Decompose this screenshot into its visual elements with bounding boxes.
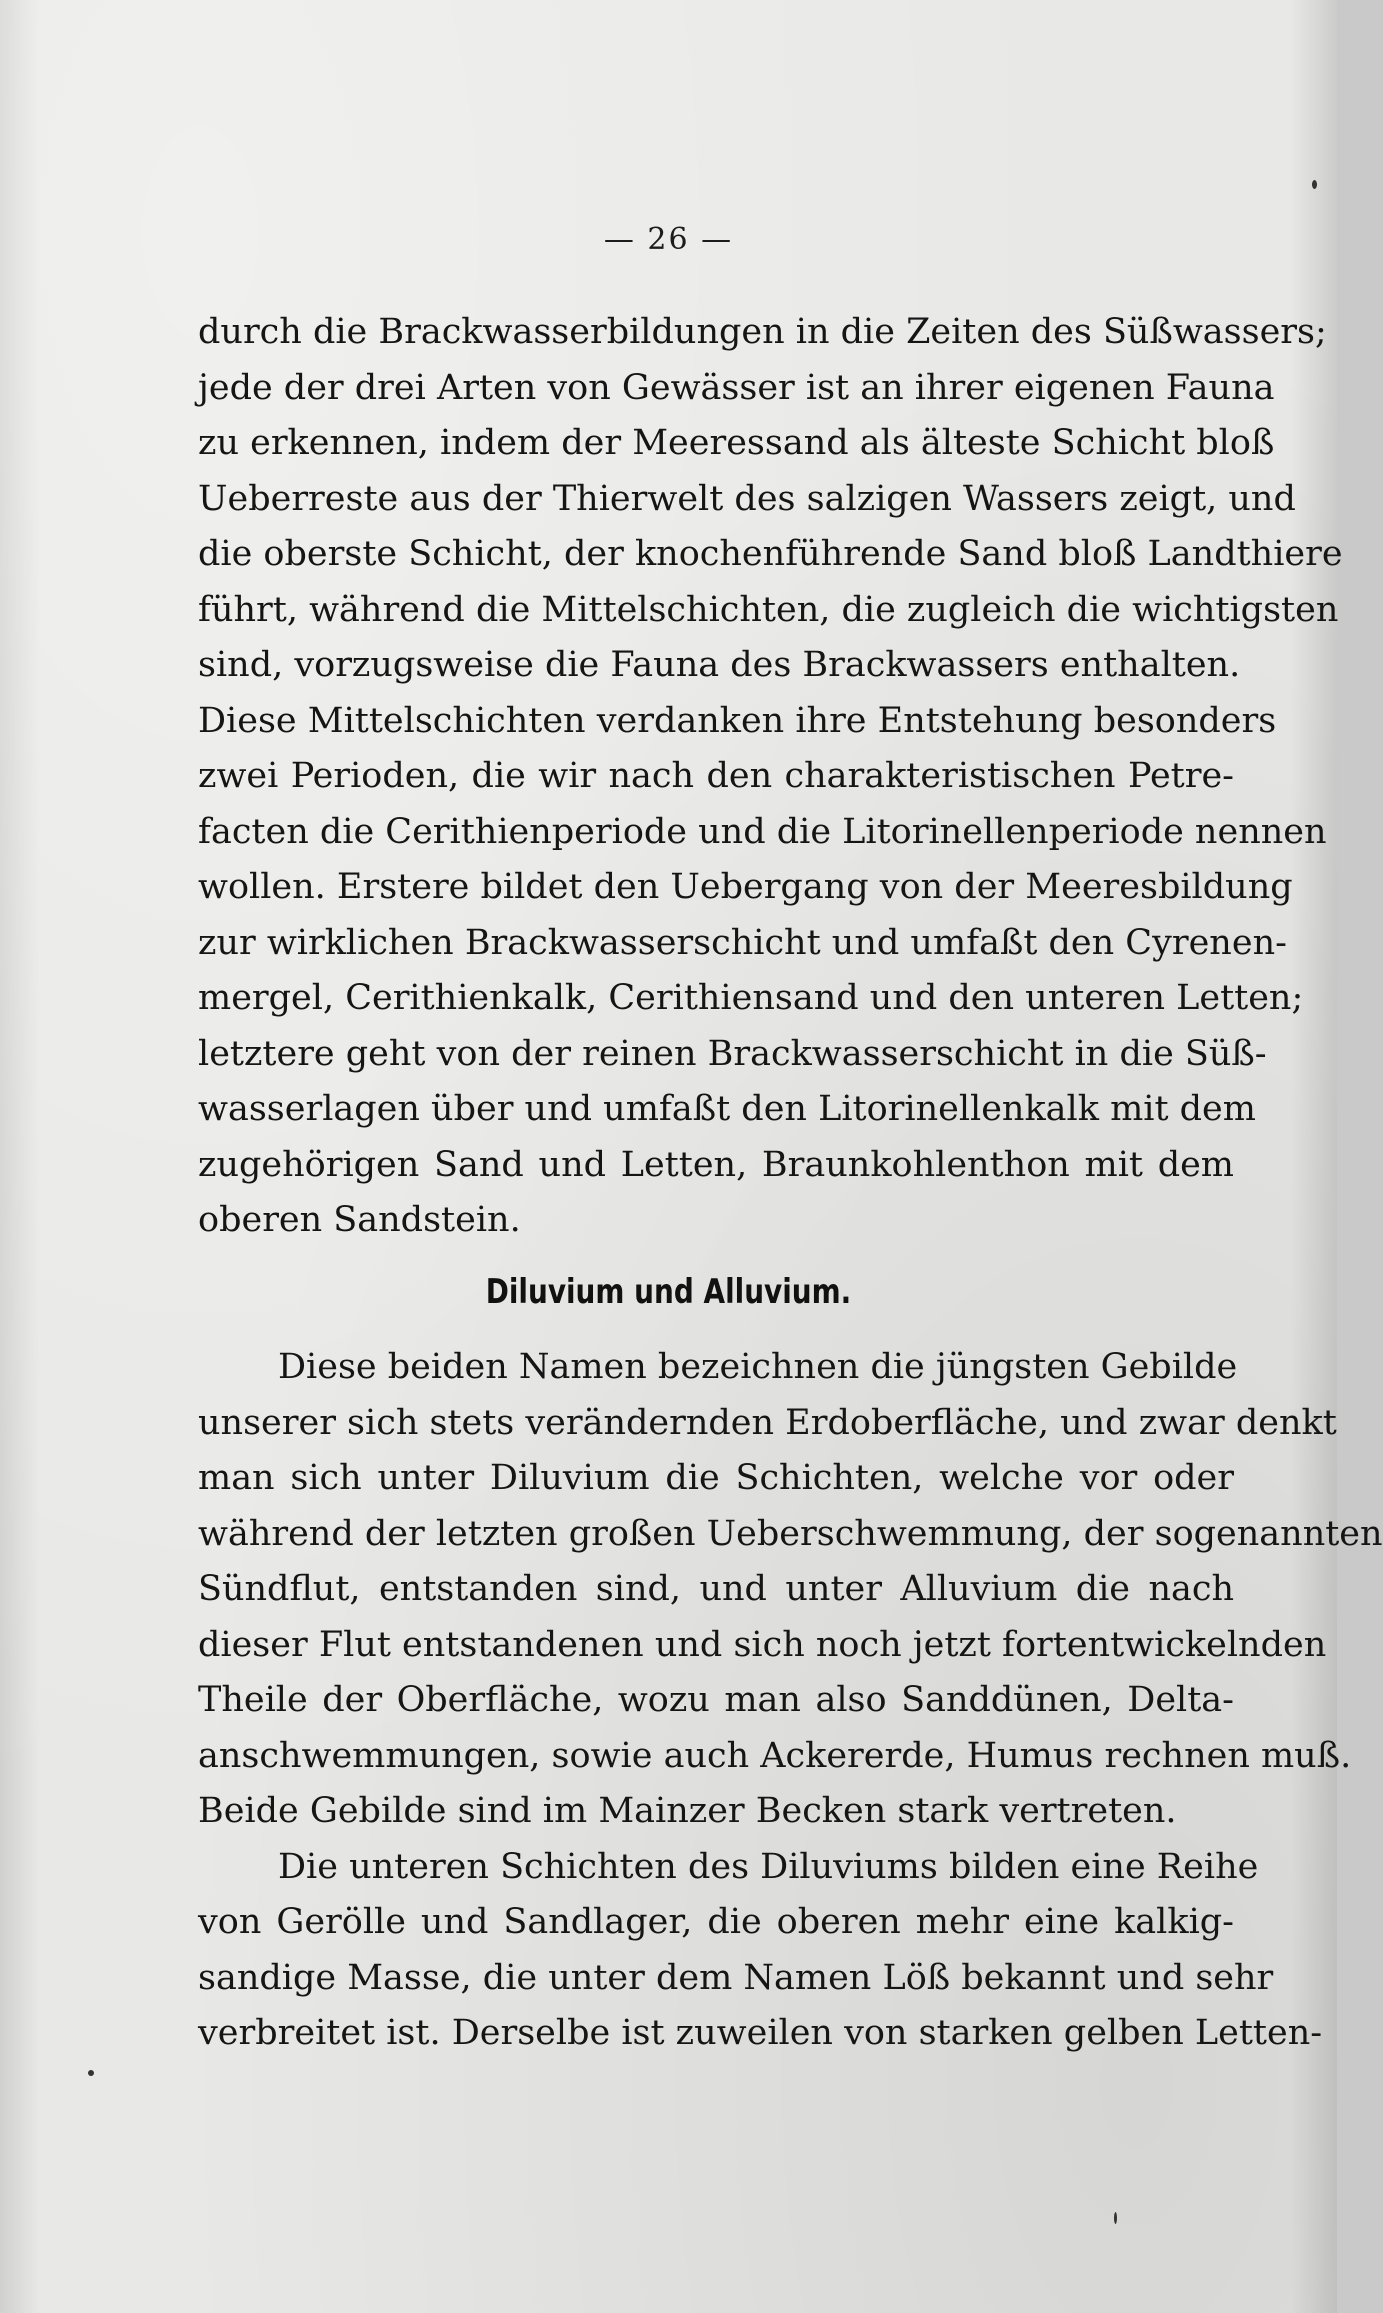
text-line: facten die Cerithienperiode und die Litorinellenperiode nennen <box>198 811 1327 852</box>
page-number: — 26 — <box>603 222 734 257</box>
text-line: letztere geht von der reinen Brackwasserschicht in die Süß- <box>198 1033 1267 1074</box>
text-line: unserer sich stets verändernden Erdoberfläche, und zwar denkt <box>198 1402 1337 1443</box>
text-line: mergel, Cerithienkalk, Cerithiensand und den unteren Letten; <box>198 978 1304 1018</box>
text-line: von Gerölle und Sandlager, die oberen mehr eine kalkig- <box>198 1902 1234 1942</box>
paper-speck <box>1114 2212 1117 2224</box>
text-line: oberen Sandstein. <box>198 1200 521 1240</box>
text-line: Die unteren Schichten des Diluviums bilden eine Reihe <box>278 1846 1259 1887</box>
paragraph-continued <box>198 305 1343 1249</box>
text-line: wollen. Erstere bildet den Uebergang von der Meeresbildung <box>198 867 1293 907</box>
text-line: Theile der Oberfläche, wozu man also Sanddünen, Delta- <box>198 1680 1234 1720</box>
section-heading: Diluvium und Alluvium. <box>485 1272 852 1312</box>
text-line: Diese beiden Namen bezeichnen die jüngsten Gebilde <box>278 1347 1238 1387</box>
text-line: Beide Gebilde sind im Mainzer Becken stark vertreten. <box>198 1791 1177 1831</box>
text-line: sandige Masse, die unter dem Namen Löß bekannt und sehr <box>198 1957 1274 1998</box>
text-line: wasserlagen über und umfaßt den Litorinellenkalk mit dem <box>198 1089 1256 1129</box>
text-line: verbreitet ist. Derselbe ist zuweilen von starken gelben Letten- <box>198 2013 1323 2053</box>
text-line: während der letzten großen Ueberschwemmung, der sogenannten <box>198 1513 1383 1554</box>
text-line: durch die Brackwasserbildungen in die Zeiten des Süßwassers; <box>198 312 1327 352</box>
text-line: sind, vorzugsweise die Fauna des Brackwassers enthalten. <box>198 645 1241 685</box>
text-line: man sich unter Diluvium die Schichten, welche vor oder <box>198 1458 1234 1498</box>
paper-speck <box>1312 180 1317 189</box>
section-body <box>198 1340 1383 2062</box>
text-line: zu erkennen, indem der Meeressand als älteste Schicht bloß <box>198 423 1275 463</box>
text-line: Diese Mittelschichten verdanken ihre Entstehung besonders <box>198 700 1277 741</box>
text-line: zugehörigen Sand und Letten, Braunkohlenthon mit dem <box>198 1144 1234 1185</box>
text-line: dieser Flut entstandenen und sich noch jetzt fortentwickelnden <box>198 1624 1327 1665</box>
text-line: die oberste Schicht, der knochenführende Sand bloß Landthiere <box>198 534 1343 574</box>
text-line: Ueberreste aus der Thierwelt des salzigen Wassers zeigt, und <box>198 478 1296 519</box>
text-line: jede der drei Arten von Gewässer ist an ihrer eigenen Fauna <box>198 367 1275 408</box>
text-line: anschwemmungen, sowie auch Ackererde, Humus rechnen muß. <box>198 1735 1352 1776</box>
text-line: zwei Perioden, die wir nach den charakteristischen Petre- <box>198 756 1234 796</box>
text-line: Sündflut, entstanden sind, und unter Alluvium die nach <box>198 1569 1234 1609</box>
text-line: führt, während die Mittelschichten, die zugleich die wichtigsten <box>198 589 1339 630</box>
text-line: zur wirklichen Brackwasserschicht und umfaßt den Cyrenen- <box>198 922 1287 963</box>
paper-speck <box>88 2070 94 2076</box>
